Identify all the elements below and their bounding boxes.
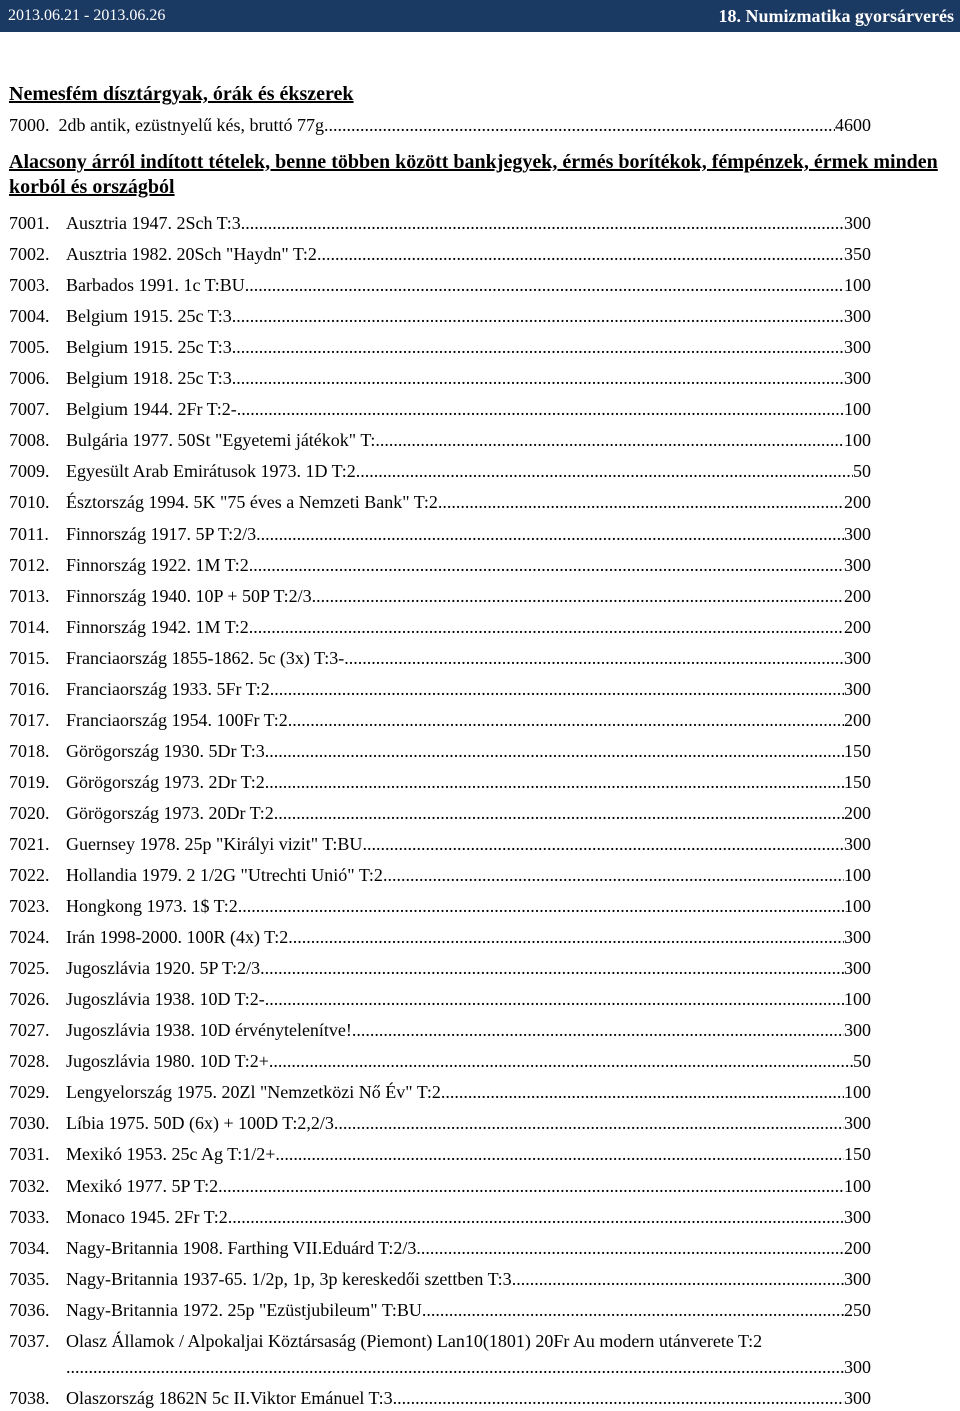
leader-dots <box>232 366 844 391</box>
lot-description <box>9 113 324 138</box>
lot-row <box>9 1080 871 1105</box>
lot-row <box>9 956 871 981</box>
leader-dots <box>416 1236 844 1261</box>
lot-number: 7015. <box>9 648 50 668</box>
leader-dots <box>375 428 844 453</box>
lot-description: Jugoszlávia 1938. 10D T:2- <box>66 989 265 1009</box>
lot-price: 100 <box>844 865 871 885</box>
lot-description: Ausztria 1947. 2Sch T:3 <box>66 213 241 233</box>
lot-row <box>9 273 871 298</box>
lot-number: 7012. <box>9 555 50 575</box>
leader-dots <box>241 211 844 236</box>
lot-number: 7028. <box>9 1051 50 1071</box>
lot-row <box>9 1142 871 1167</box>
lot-row-continuation <box>9 1355 871 1380</box>
lot-price: 300 <box>844 337 871 357</box>
lot-number: 7005. <box>9 337 50 357</box>
lot-row <box>9 863 871 888</box>
lot-row <box>9 1174 871 1199</box>
lot-number: 7021. <box>9 834 50 854</box>
lot-number: 7023. <box>9 896 50 916</box>
lot-number: 7018. <box>9 741 50 761</box>
lot-number: 7034. <box>9 1238 50 1258</box>
lot-row <box>9 801 871 826</box>
lot-price: 100 <box>844 399 871 419</box>
lot-row <box>9 428 871 453</box>
lot-price: 300 <box>844 648 871 668</box>
lot-row <box>9 1386 871 1411</box>
lot-description: Monaco 1945. 2Fr T:2 <box>66 1207 228 1227</box>
lot-row <box>9 553 871 578</box>
lot-description: Hollandia 1979. 2 1/2G "Utrechti Unió" T:2 <box>66 865 383 885</box>
lot-row <box>9 584 871 609</box>
lot-row <box>9 646 871 671</box>
lot-price: 300 <box>844 834 871 854</box>
leader-dots <box>312 584 844 609</box>
lot-row <box>9 1049 871 1074</box>
lot-number: 7006. <box>9 368 50 388</box>
lot-row <box>9 397 871 422</box>
lot-number: 7008. <box>9 430 50 450</box>
lot-row <box>9 366 871 391</box>
lot-price: 300 <box>844 306 871 326</box>
lot-price: 150 <box>844 741 871 761</box>
lot-price: 300 <box>844 213 871 233</box>
lot-description: Nagy-Britannia 1972. 25p "Ezüstjubileum" T:BU <box>66 1300 422 1320</box>
lot-number: 7010. <box>9 492 50 512</box>
lot-number: 7033. <box>9 1207 50 1227</box>
leader-dots <box>256 522 844 547</box>
leader-dots <box>344 646 844 671</box>
lot-row <box>9 522 871 547</box>
leader-dots <box>317 242 844 267</box>
lot-row <box>9 1111 871 1136</box>
leader-dots <box>228 1205 844 1230</box>
lot-description: Hongkong 1973. 1$ T:2 <box>66 896 238 916</box>
leader-dots <box>237 397 844 422</box>
lot-description: Belgium 1915. 25c T:3 <box>66 306 232 326</box>
lot-price: 300 <box>844 1388 871 1408</box>
leader-dots <box>249 553 844 578</box>
lot-row <box>9 708 871 733</box>
lot-number: 7026. <box>9 989 50 1009</box>
lot-price: 350 <box>844 244 871 264</box>
leader-dots <box>265 739 844 764</box>
lot-price: 200 <box>844 492 871 512</box>
lot-price: 300 <box>844 368 871 388</box>
lot-row <box>9 1298 871 1323</box>
lot-number: 7037. <box>9 1331 50 1351</box>
lot-price: 300 <box>844 1269 871 1289</box>
lot-row <box>9 925 871 950</box>
lot-row <box>9 987 871 1012</box>
lot-number: 7004. <box>9 306 50 326</box>
lot-number: 7014. <box>9 617 50 637</box>
lot-description: Görögország 1973. 2Dr T:2 <box>66 772 265 792</box>
leader-dots <box>438 490 844 515</box>
lot-description: Olasz Államok / Alpokaljai Köztársaság (Piemont) Lan10(1801) 20Fr Au modern utánverete T:2 <box>66 1331 763 1351</box>
lot-row <box>9 211 871 236</box>
lot-description: Mexikó 1977. 5P T:2 <box>66 1176 219 1196</box>
lot-number: 7024. <box>9 927 50 947</box>
lot-description: Mexikó 1953. 25c Ag T:1/2+ <box>66 1144 276 1164</box>
leader-dots <box>265 770 844 795</box>
lot-number: 7002. <box>9 244 50 264</box>
lot-row <box>9 1236 871 1261</box>
lot-price: 300 <box>844 1207 871 1227</box>
lot-number: 7019. <box>9 772 50 792</box>
lot-row <box>9 242 871 267</box>
lot-number: 7000. <box>9 115 50 135</box>
lot-price: 250 <box>844 1300 871 1320</box>
lot-price: 300 <box>844 1357 871 1377</box>
lot-description: Görögország 1930. 5Dr T:3 <box>66 741 265 761</box>
leader-dots <box>352 1018 844 1043</box>
lot-description: Franciaország 1855-1862. 5c (3x) T:3- <box>66 648 345 668</box>
lot-price: 150 <box>844 772 871 792</box>
lot-row <box>9 770 871 795</box>
lot-number: 7031. <box>9 1144 50 1164</box>
lot-row <box>9 615 871 640</box>
lot-description: Görögország 1973. 20Dr T:2 <box>66 803 274 823</box>
lot-number: 7007. <box>9 399 50 419</box>
lot-row <box>9 894 871 919</box>
lot-price: 200 <box>844 803 871 823</box>
lot-row <box>9 335 871 360</box>
leader-dots <box>66 1355 844 1380</box>
lot-price: 300 <box>844 679 871 699</box>
lot-number: 7011. <box>9 524 49 544</box>
lot-price: 200 <box>844 710 871 730</box>
lot-description: Belgium 1944. 2Fr T:2- <box>66 399 237 419</box>
lot-description: Irán 1998-2000. 100R (4x) T:2 <box>66 927 289 947</box>
lot-description: Franciaország 1954. 100Fr T:2 <box>66 710 288 730</box>
lot-description: Észtország 1994. 5K "75 éves a Nemzeti Bank" T:2 <box>66 492 438 512</box>
lot-price: 300 <box>844 555 871 575</box>
lot-row <box>9 739 871 764</box>
leader-dots <box>324 113 835 138</box>
lot-row <box>9 832 871 857</box>
section-title: Nemesfém dísztárgyak, órák és ékszerek <box>9 83 354 105</box>
lot-price: 100 <box>844 430 871 450</box>
lot-description: Olaszország 1862N 5c II.Viktor Emánuel T:3 <box>66 1388 393 1408</box>
leader-dots <box>288 925 844 950</box>
lot-number: 7022. <box>9 865 50 885</box>
leader-dots <box>288 708 844 733</box>
lot-price: 50 <box>853 1051 871 1071</box>
leader-dots <box>245 273 844 298</box>
lot-price: 200 <box>844 617 871 637</box>
lot-number: 7001. <box>9 213 50 233</box>
lot-row <box>9 1329 871 1354</box>
lot-row <box>9 490 871 515</box>
leader-dots <box>265 987 844 1012</box>
lot-number: 7027. <box>9 1020 50 1040</box>
lot-price: 100 <box>844 989 871 1009</box>
lot-price: 300 <box>844 927 871 947</box>
lot-price: 100 <box>844 1176 871 1196</box>
lot-description: Franciaország 1933. 5Fr T:2 <box>66 679 270 699</box>
lot-price: 200 <box>844 586 871 606</box>
lot-row <box>9 113 871 138</box>
leader-dots <box>422 1298 844 1323</box>
leader-dots <box>275 1142 844 1167</box>
leader-dots <box>218 1174 844 1199</box>
lot-number: 7030. <box>9 1113 50 1133</box>
leader-dots <box>260 956 844 981</box>
lot-description: Lengyelország 1975. 20Zl "Nemzetközi Nő Év" T:2 <box>66 1082 441 1102</box>
lot-number: 7017. <box>9 710 50 730</box>
section-title: Alacsony árról indított tételek, benne többen között bankjegyek, érmés borítékok, fémpénzek, érmek minden korból és országból <box>9 151 938 198</box>
lot-row <box>9 304 871 329</box>
lot-number: 7009. <box>9 461 50 481</box>
leader-dots <box>270 677 844 702</box>
lot-description: Jugoszlávia 1938. 10D érvénytelenítve! <box>66 1020 352 1040</box>
lot-price: 300 <box>844 1020 871 1040</box>
leader-dots <box>269 1049 853 1074</box>
lot-description: Belgium 1915. 25c T:3 <box>66 337 232 357</box>
lot-description: Bulgária 1977. 50St "Egyetemi játékok" T: <box>66 430 376 450</box>
lot-description: Jugoszlávia 1980. 10D T:2+ <box>66 1051 269 1071</box>
lot-number: 7020. <box>9 803 50 823</box>
leader-dots <box>334 1111 844 1136</box>
auction-title: 18. Numizmatika gyorsárverés <box>718 6 954 26</box>
lot-description: Finnország 1942. 1M T:2 <box>66 617 249 637</box>
lot-row <box>9 1205 871 1230</box>
lot-row <box>9 1267 871 1292</box>
lot-number: 7032. <box>9 1176 50 1196</box>
leader-dots <box>441 1080 844 1105</box>
lot-number: 7038. <box>9 1388 50 1408</box>
lot-row <box>9 677 871 702</box>
lot-row <box>9 459 871 484</box>
lot-number: 7025. <box>9 958 50 978</box>
lot-text: 2db antik, ezüstnyelű kés, bruttó 77g <box>58 115 324 135</box>
lot-description: Nagy-Britannia 1937-65. 1/2p, 1p, 3p kereskedői szettben T:3 <box>66 1269 512 1289</box>
lot-number: 7016. <box>9 679 50 699</box>
leader-dots <box>383 863 844 888</box>
lot-number: 7029. <box>9 1082 50 1102</box>
lot-number: 7013. <box>9 586 50 606</box>
lot-description: Ausztria 1982. 20Sch "Haydn" T:2 <box>66 244 317 264</box>
leader-dots <box>356 459 853 484</box>
lot-number: 7003. <box>9 275 50 295</box>
lot-number: 7036. <box>9 1300 50 1320</box>
lot-description: Nagy-Britannia 1908. Farthing VII.Eduárd T:2/3 <box>66 1238 417 1258</box>
lot-price: 100 <box>844 1082 871 1102</box>
lot-description: Jugoszlávia 1920. 5P T:2/3 <box>66 958 261 978</box>
leader-dots <box>393 1386 844 1411</box>
lot-description: Finnország 1922. 1M T:2 <box>66 555 249 575</box>
leader-dots <box>232 335 844 360</box>
lot-number: 7035. <box>9 1269 50 1289</box>
lot-price: 150 <box>844 1144 871 1164</box>
lot-description: Belgium 1918. 25c T:3 <box>66 368 232 388</box>
leader-dots <box>238 894 844 919</box>
leader-dots <box>232 304 844 329</box>
lot-description: Egyesült Arab Emirátusok 1973. 1D T:2 <box>66 461 356 481</box>
lot-row <box>9 1018 871 1043</box>
lot-price: 50 <box>853 461 871 481</box>
lot-description: Barbados 1991. 1c T:BU <box>66 275 245 295</box>
lot-description: Guernsey 1978. 25p "Királyi vizit" T:BU <box>66 834 363 854</box>
lot-description: Finnország 1917. 5P T:2/3 <box>66 524 257 544</box>
page-header <box>0 0 960 32</box>
lot-price: 300 <box>844 1113 871 1133</box>
leader-dots <box>512 1267 844 1292</box>
lot-price: 4600 <box>835 115 871 135</box>
leader-dots <box>249 615 844 640</box>
lot-price: 100 <box>844 896 871 916</box>
lot-price: 300 <box>844 524 871 544</box>
date-range: 2013.06.21 - 2013.06.26 <box>8 7 166 24</box>
lot-price: 100 <box>844 275 871 295</box>
lot-price: 300 <box>844 958 871 978</box>
lot-description: Finnország 1940. 10P + 50P T:2/3 <box>66 586 312 606</box>
leader-dots <box>274 801 844 826</box>
lot-price: 200 <box>844 1238 871 1258</box>
leader-dots <box>362 832 844 857</box>
lot-description: Líbia 1975. 50D (6x) + 100D T:2,2/3 <box>66 1113 334 1133</box>
